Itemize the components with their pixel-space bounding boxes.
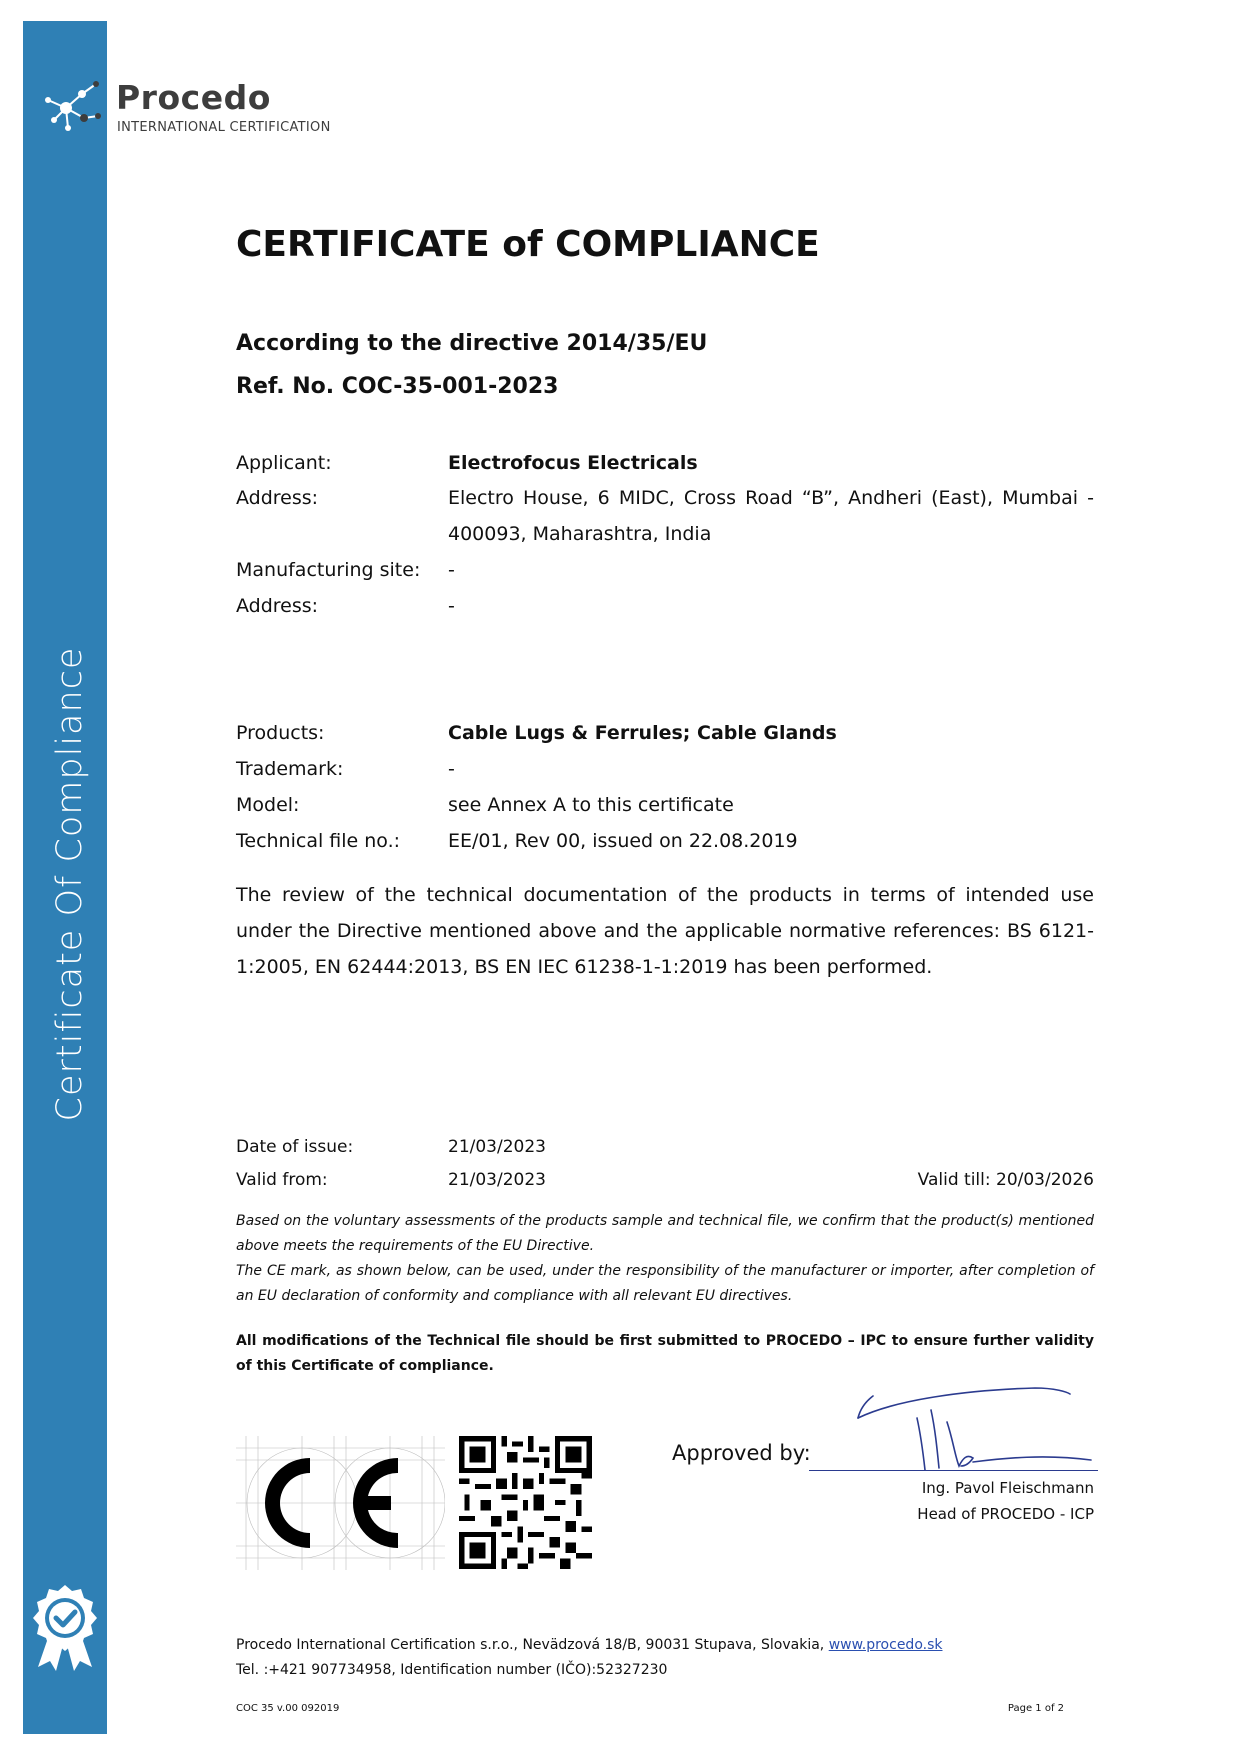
reference-number: Ref. No. COC-35-001-2023 <box>236 374 559 399</box>
manufacturing-site-label: Manufacturing site: <box>236 559 421 581</box>
brand-subtitle: INTERNATIONAL CERTIFICATION <box>117 120 331 135</box>
assessment-note: Based on the voluntary assessments of the products sample and technical file, we confirm that the product(s) mentioned above meets the requirements of the EU Directive. <box>236 1213 1094 1254</box>
trademark-label: Trademark: <box>236 758 344 780</box>
technical-file-label: Technical file no.: <box>236 830 401 852</box>
valid-from-value: 21/03/2023 <box>448 1170 546 1190</box>
ce-mark-note: The CE mark, as shown below, can be used, under the responsibility of the manufacturer or importer, after completion of an EU declaration of conformity and compliance with all relevant EU directives. <box>236 1263 1094 1304</box>
valid-till: Valid till: 20/03/2026 <box>917 1170 1094 1190</box>
signer-name: Ing. Pavol Fleischmann <box>921 1479 1094 1497</box>
issue-date-label: Date of issue: <box>236 1137 354 1157</box>
manufacturing-site-value: - <box>448 559 455 581</box>
model-label: Model: <box>236 794 300 816</box>
trademark-value: - <box>448 758 455 780</box>
site-address-value: - <box>448 595 455 617</box>
molecule-logo-icon <box>36 78 118 136</box>
sidebar-title: Certificate Of Compliance <box>50 646 90 1122</box>
signer-role: Head of PROCEDO - ICP <box>917 1505 1094 1523</box>
signature-image <box>855 1370 1095 1480</box>
applicant-value: Electrofocus Electricals <box>448 452 698 474</box>
brand-name: Procedo <box>116 78 271 117</box>
document-code: COC 35 v.00 092019 <box>236 1703 340 1714</box>
technical-file-value: EE/01, Rev 00, issued on 22.08.2019 <box>448 830 798 852</box>
certified-badge-icon <box>30 1583 100 1673</box>
approved-by-label: Approved by: <box>672 1441 811 1465</box>
page-number: Page 1 of 2 <box>1007 1703 1064 1714</box>
directive-heading: According to the directive 2014/35/EU <box>236 331 708 356</box>
modification-notice: All modifications of the Technical file should be first submitted to PROCEDO – IPC to ensure further validity of this Certificate of compliance. <box>236 1333 1094 1374</box>
contact-footer: Tel. :+421 907734958, Identification number (IČO):52327230 <box>236 1662 668 1678</box>
issue-date-value: 21/03/2023 <box>448 1137 546 1157</box>
company-footer <box>236 1637 943 1653</box>
ce-mark-logo <box>236 1436 445 1570</box>
qr-code[interactable] <box>459 1436 592 1569</box>
company-address: Procedo International Certification s.r.o., Nevädzová 18/B, 90031 Stupava, Slovakia, <box>236 1637 825 1653</box>
review-paragraph: The review of the technical documentation of the products in terms of intended use under the Directive mentioned above and the applicable normative references: BS 6121-1:2005, EN 62444:2013, BS EN IEC 61238-1-1:2019 has been performed. <box>236 884 1094 978</box>
address-value: Electro House, 6 MIDC, Cross Road “B”, Andheri (East), Mumbai - 400093, Maharashtra, India <box>448 487 1094 545</box>
site-address-label: Address: <box>236 595 319 617</box>
valid-from-label: Valid from: <box>236 1170 328 1190</box>
website-link[interactable]: www.procedo.sk <box>828 1637 943 1653</box>
certificate-title: CERTIFICATE of COMPLIANCE <box>236 224 820 265</box>
address-label: Address: <box>236 487 319 509</box>
model-value: see Annex A to this certificate <box>448 794 734 816</box>
products-value: Cable Lugs & Ferrules; Cable Glands <box>448 722 837 744</box>
applicant-label: Applicant: <box>236 452 332 474</box>
products-label: Products: <box>236 722 325 744</box>
